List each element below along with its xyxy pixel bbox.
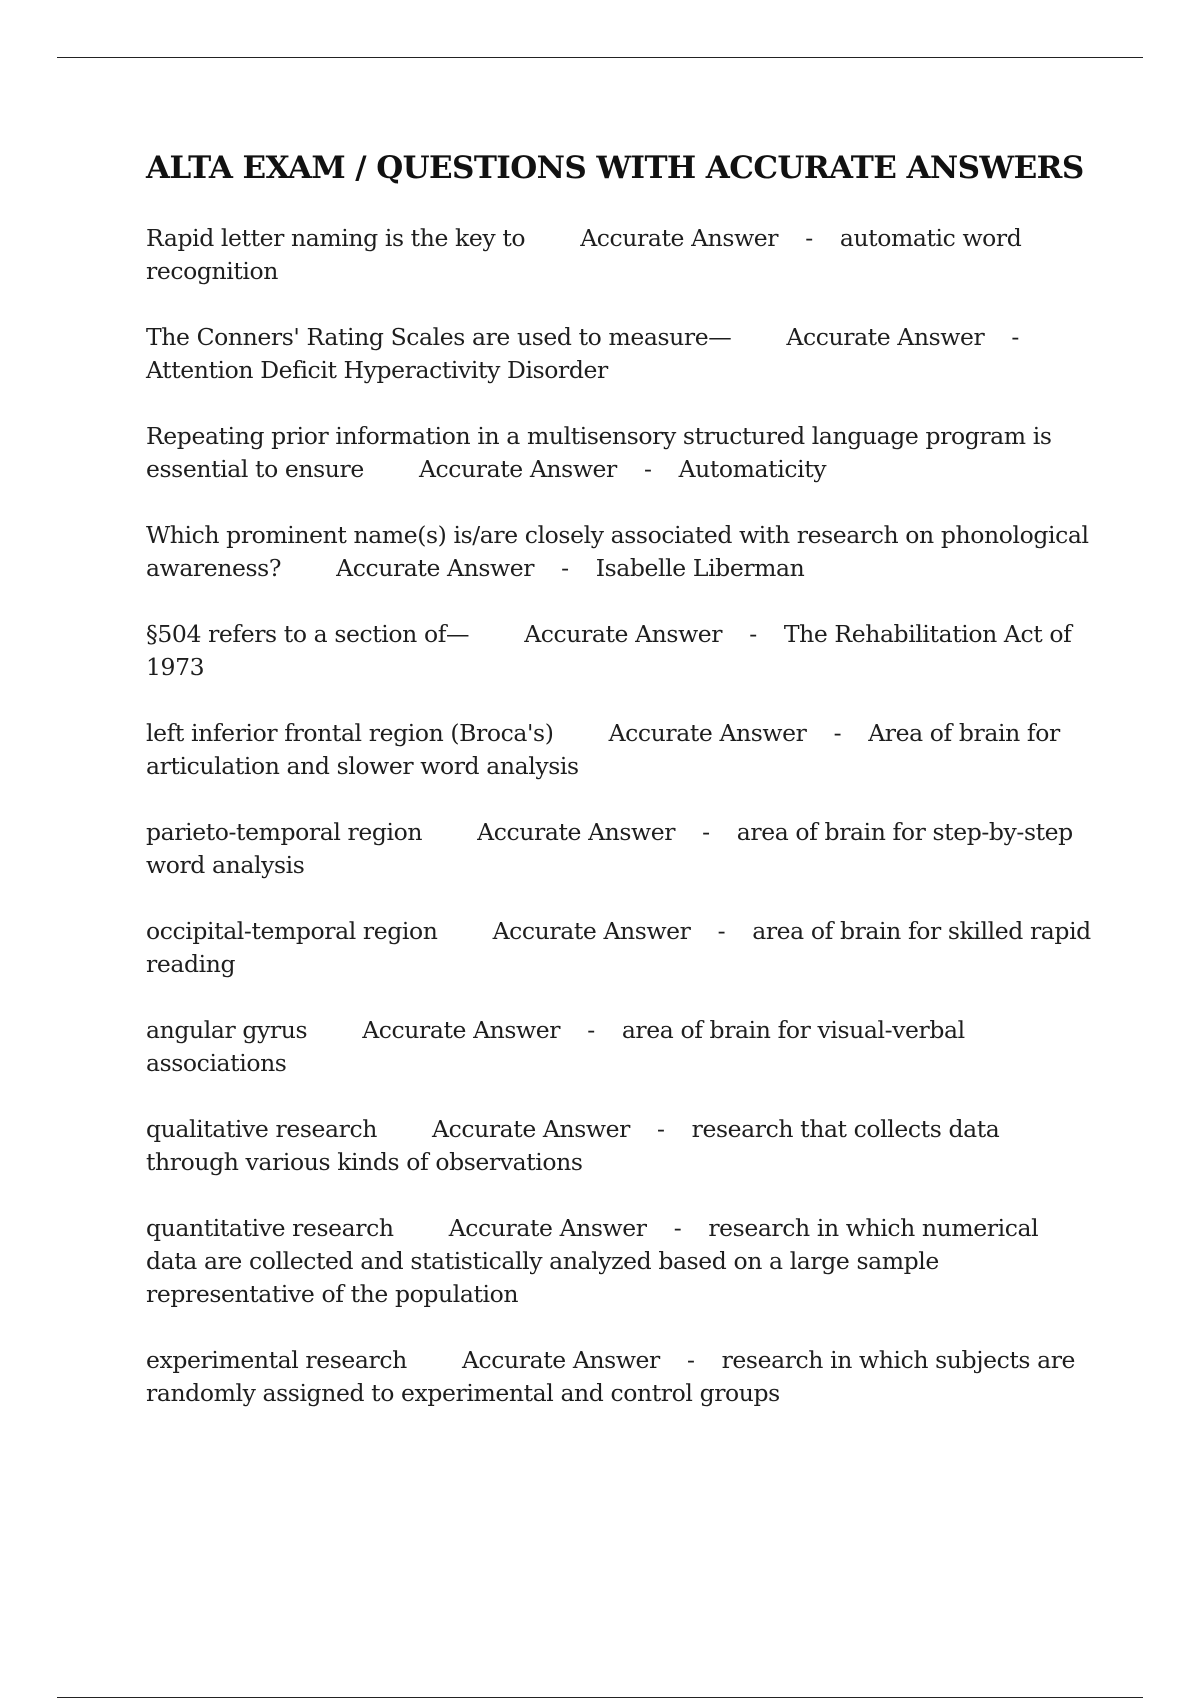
document-title: ALTA EXAM / QUESTIONS WITH ACCURATE ANSWERS [146, 150, 1084, 186]
top-rule [57, 57, 1143, 58]
qa-item [146, 222, 1091, 288]
question-text: parieto-temporal region [146, 818, 423, 846]
answer-label: Accurate Answer [336, 554, 535, 582]
question-text: §504 refers to a section of— [146, 620, 470, 648]
question-text: Which prominent name(s) is/are closely associated with research on phonological awareness? [146, 521, 1089, 582]
qa-item [146, 816, 1091, 882]
answer-label: Accurate Answer [580, 224, 779, 252]
answer-text: research in which subjects are randomly assigned to experimental and control groups [146, 1346, 1076, 1407]
answer-label: Accurate Answer [786, 323, 985, 351]
question-text: Rapid letter naming is the key to [146, 224, 526, 252]
answer-text: automatic word recognition [146, 224, 1022, 285]
answer-separator: - [686, 1346, 695, 1374]
qa-item [146, 1344, 1091, 1410]
qa-item [146, 1113, 1091, 1179]
answer-separator: - [805, 224, 813, 252]
qa-item [146, 915, 1091, 981]
question-text: angular gyrus [146, 1016, 308, 1044]
answer-label: Accurate Answer [448, 1214, 647, 1242]
document-body [146, 146, 1091, 1443]
qa-item [146, 717, 1091, 783]
answer-label: Accurate Answer [608, 719, 807, 747]
question-text: Repeating prior information in a multisensory structured language program is essential to ensure [146, 422, 1052, 483]
answer-text: area of brain for skilled rapid reading [146, 917, 1091, 978]
answer-text: Isabelle Liberman [595, 554, 805, 582]
answer-separator: - [1011, 323, 1019, 351]
answer-text: area of brain for visual-verbal associations [146, 1016, 965, 1077]
qa-item [146, 1014, 1091, 1080]
qa-item [146, 321, 1091, 387]
answer-label: Accurate Answer [432, 1115, 630, 1143]
answer-text: Area of brain for articulation and slower word analysis [146, 719, 1060, 780]
answer-label: Accurate Answer [362, 1016, 561, 1044]
answer-separator: - [673, 1214, 682, 1242]
answer-separator: - [561, 554, 569, 582]
qa-item [146, 618, 1091, 684]
qa-item [146, 420, 1091, 486]
qa-item [146, 1212, 1091, 1311]
qa-item [146, 519, 1091, 585]
qa-list [146, 222, 1091, 1410]
answer-separator: - [749, 620, 757, 648]
question-text: qualitative research [146, 1115, 377, 1143]
bottom-rule [57, 1697, 1143, 1698]
answer-separator: - [833, 719, 842, 747]
answer-text: The Rehabilitation Act of 1973 [146, 620, 1072, 681]
answer-label: Accurate Answer [477, 818, 676, 846]
answer-text: research that collects data through various kinds of observations [146, 1115, 1000, 1176]
answer-text: Attention Deficit Hyperactivity Disorder [146, 356, 608, 384]
answer-label: Accurate Answer [418, 455, 617, 483]
question-text: quantitative research [146, 1214, 394, 1242]
question-text: left inferior frontal region (Broca's) [146, 719, 554, 747]
question-text: experimental research [146, 1346, 407, 1374]
answer-separator: - [587, 1016, 595, 1044]
answer-separator: - [702, 818, 710, 846]
answer-text: Automaticity [678, 455, 827, 483]
answer-text: research in which numerical data are collected and statistically analyzed based on a large sample representative of the population [146, 1214, 1039, 1308]
answer-separator: - [717, 917, 726, 945]
answer-separator: - [643, 455, 652, 483]
answer-label: Accurate Answer [492, 917, 691, 945]
answer-separator: - [657, 1115, 665, 1143]
question-text: occipital-temporal region [146, 917, 438, 945]
question-text: The Conners' Rating Scales are used to measure— [146, 323, 732, 351]
answer-label: Accurate Answer [524, 620, 723, 648]
answer-label: Accurate Answer [461, 1346, 660, 1374]
answer-text: area of brain for step-by-step word analysis [146, 818, 1073, 879]
